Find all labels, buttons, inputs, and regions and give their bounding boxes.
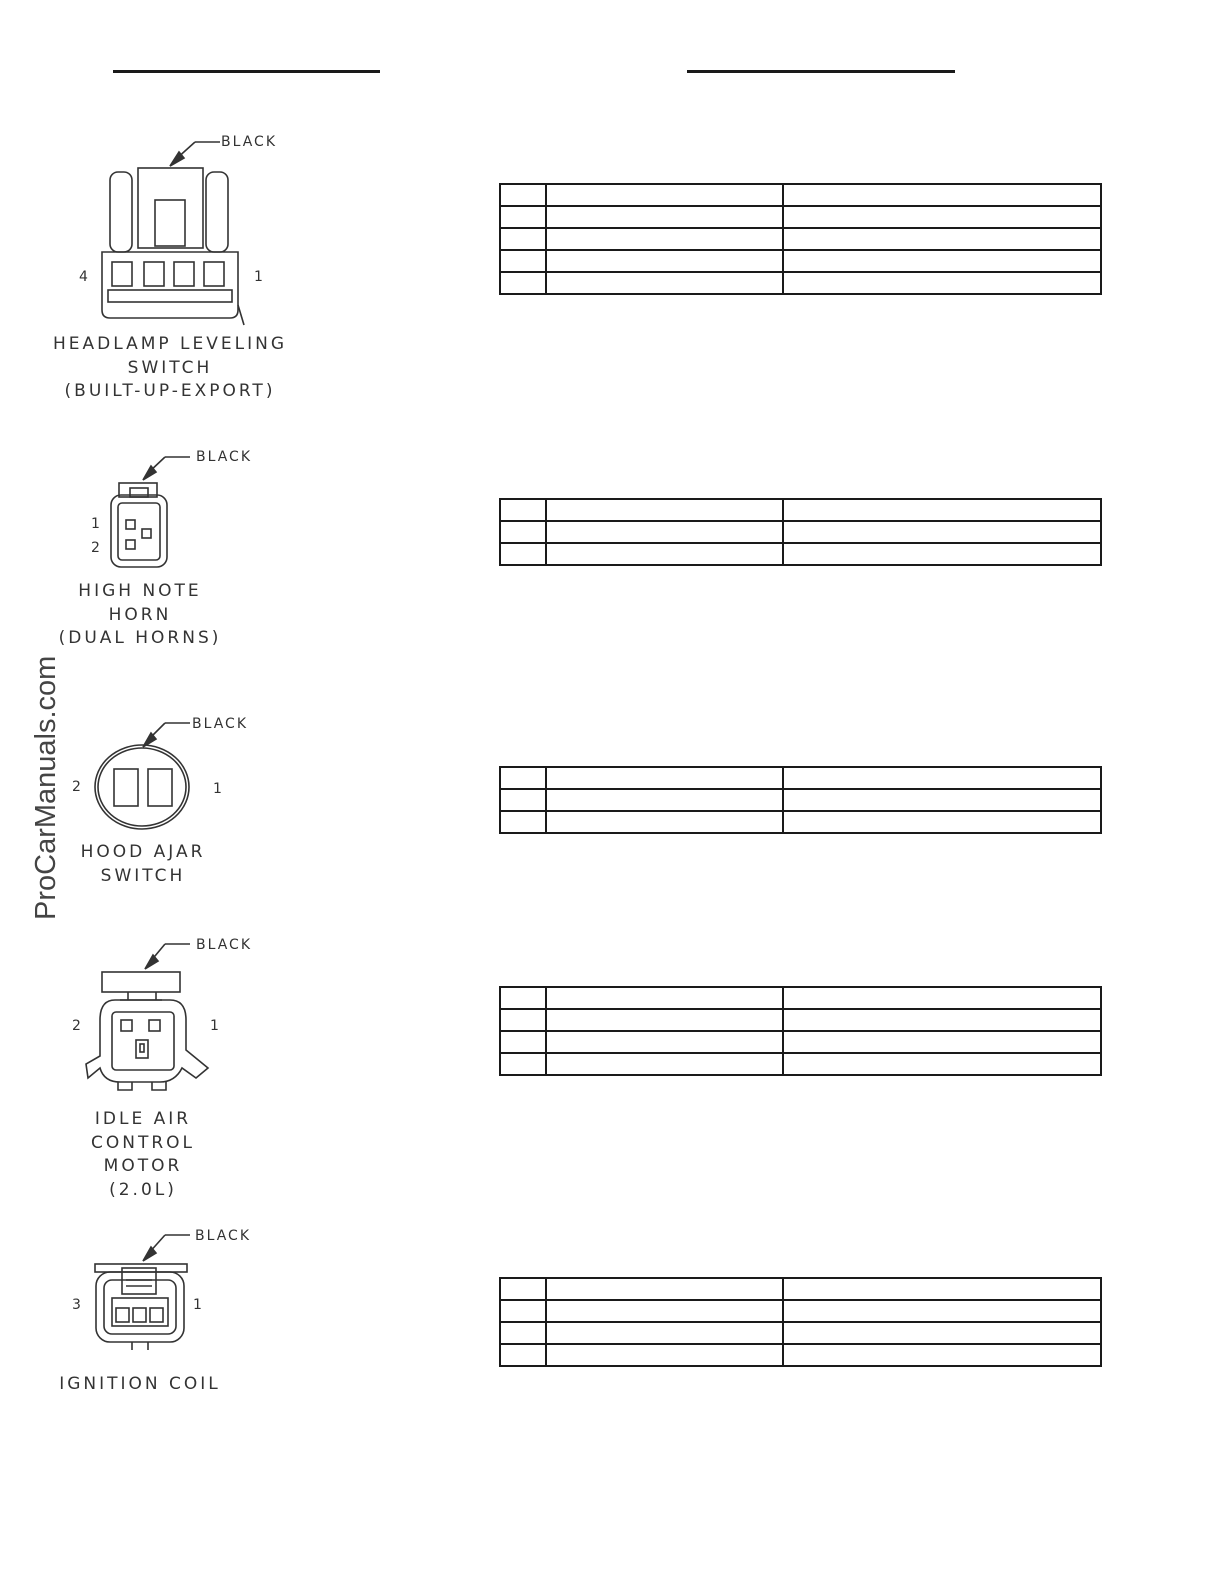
hood-ajar-switch-color-label: BLACK <box>192 716 249 732</box>
table-row <box>500 1322 1101 1344</box>
table-row <box>500 987 1101 1009</box>
table-cell <box>546 1322 783 1344</box>
table-cell <box>783 228 1101 250</box>
table-cell <box>546 543 783 565</box>
ignition-coil-connector-drawing <box>0 0 300 1380</box>
table-cell <box>783 1322 1101 1344</box>
table-cell <box>783 767 1101 789</box>
label-line: (BUILT-UP-EXPORT) <box>64 381 276 401</box>
table-row <box>500 206 1101 228</box>
table-cell <box>500 1031 546 1053</box>
table-row <box>500 767 1101 789</box>
table-cell <box>546 789 783 811</box>
ignition-coil-color-label: BLACK <box>195 1228 252 1244</box>
high-note-horn-color-label: BLACK <box>196 449 253 465</box>
watermark: ProCarManuals.com <box>30 655 62 920</box>
table-cell <box>500 521 546 543</box>
table-cell <box>546 521 783 543</box>
table-row <box>500 543 1101 565</box>
table-cell <box>546 1009 783 1031</box>
label-line: HEADLAMP LEVELING <box>52 334 287 354</box>
header-rule-right <box>687 70 955 73</box>
table-cell <box>500 206 546 228</box>
high-note-horn-pin-table <box>499 498 1102 566</box>
table-cell <box>500 811 546 833</box>
idle-air-control-motor-pin-right: 1 <box>210 1018 219 1034</box>
table-cell <box>783 1344 1101 1366</box>
label-line: HIGH NOTE <box>78 581 202 601</box>
table-cell <box>500 543 546 565</box>
table-cell <box>500 789 546 811</box>
table-row <box>500 521 1101 543</box>
headlamp-leveling-switch-pin-table <box>499 183 1102 295</box>
table-cell <box>546 206 783 228</box>
hood-ajar-switch-pin-table <box>499 766 1102 834</box>
label-line: HOOD AJAR <box>80 842 206 862</box>
table-row <box>500 184 1101 206</box>
table-row <box>500 1031 1101 1053</box>
label-line: SWITCH <box>127 357 213 378</box>
table-cell <box>500 1322 546 1344</box>
table-cell <box>546 1031 783 1053</box>
ignition-coil-pin-left: 3 <box>72 1297 81 1313</box>
table-cell <box>500 1344 546 1366</box>
table-cell <box>500 767 546 789</box>
headlamp-leveling-switch-color-label: BLACK <box>221 134 278 150</box>
label-line: MOTOR <box>103 1156 183 1176</box>
table-row <box>500 1009 1101 1031</box>
table-cell <box>546 987 783 1009</box>
high-note-horn-pin-left: 1 <box>91 516 100 532</box>
idle-air-control-motor-color-label: BLACK <box>196 937 253 953</box>
table-row <box>500 272 1101 294</box>
label-line: CONTROL <box>90 1132 196 1153</box>
label-line: HORN <box>108 604 172 625</box>
table-cell <box>500 987 546 1009</box>
ignition-coil-pin-table <box>499 1277 1102 1367</box>
table-cell <box>500 250 546 272</box>
table-cell <box>500 1300 546 1322</box>
label-line: SWITCH <box>100 865 186 886</box>
table-cell <box>546 1344 783 1366</box>
label-line: (2.0L) <box>109 1179 177 1200</box>
table-cell <box>546 767 783 789</box>
table-cell <box>546 184 783 206</box>
table-cell <box>500 1009 546 1031</box>
table-cell <box>546 1053 783 1075</box>
table-cell <box>546 811 783 833</box>
table-cell <box>546 499 783 521</box>
hood-ajar-switch-pin-left: 2 <box>72 779 81 795</box>
label-line: IDLE AIR <box>94 1109 192 1129</box>
table-row <box>500 499 1101 521</box>
table-row <box>500 1053 1101 1075</box>
table-cell <box>783 250 1101 272</box>
headlamp-leveling-switch-pin-left: 4 <box>79 269 88 285</box>
table-row <box>500 811 1101 833</box>
table-cell <box>783 206 1101 228</box>
table-cell <box>500 272 546 294</box>
table-cell <box>783 272 1101 294</box>
headlamp-leveling-switch-pin-right: 1 <box>254 269 263 285</box>
table-cell <box>783 789 1101 811</box>
table-row <box>500 1278 1101 1300</box>
table-cell <box>546 1300 783 1322</box>
table-cell <box>783 1300 1101 1322</box>
table-cell <box>546 250 783 272</box>
table-row <box>500 789 1101 811</box>
table-cell <box>783 811 1101 833</box>
hood-ajar-switch-pin-right: 1 <box>213 781 222 797</box>
label-line: IGNITION COIL <box>59 1374 221 1394</box>
table-cell <box>546 228 783 250</box>
idle-air-control-motor-pin-left: 2 <box>72 1018 81 1034</box>
table-row <box>500 250 1101 272</box>
table-row <box>500 1300 1101 1322</box>
table-row <box>500 1344 1101 1366</box>
table-cell <box>783 1053 1101 1075</box>
table-cell <box>783 184 1101 206</box>
label-line: (DUAL HORNS) <box>58 628 222 648</box>
table-cell <box>783 499 1101 521</box>
table-cell <box>500 184 546 206</box>
table-cell <box>783 987 1101 1009</box>
table-cell <box>500 228 546 250</box>
table-cell <box>783 1278 1101 1300</box>
table-cell <box>546 1278 783 1300</box>
table-cell <box>783 1031 1101 1053</box>
table-cell <box>500 1053 546 1075</box>
table-cell <box>500 499 546 521</box>
ignition-coil-label <box>40 1373 240 1397</box>
table-cell <box>546 272 783 294</box>
high-note-horn-pin-right: 2 <box>91 540 100 556</box>
table-cell <box>500 1278 546 1300</box>
table-cell <box>783 1009 1101 1031</box>
table-cell <box>783 521 1101 543</box>
table-row <box>500 228 1101 250</box>
table-cell <box>783 543 1101 565</box>
ignition-coil-pin-right: 1 <box>193 1297 202 1313</box>
idle-air-control-motor-pin-table <box>499 986 1102 1076</box>
